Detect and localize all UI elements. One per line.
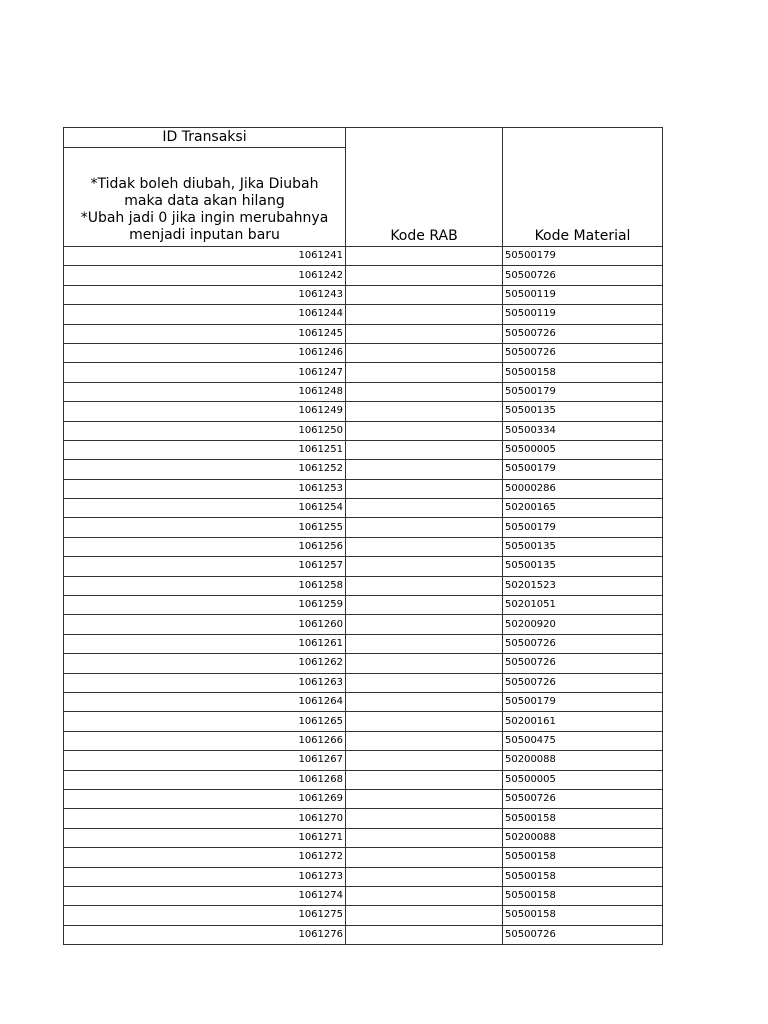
kode-rab-cell[interactable] xyxy=(346,692,503,711)
kode-rab-cell[interactable] xyxy=(346,712,503,731)
table-row xyxy=(64,285,663,304)
kode-rab-cell[interactable] xyxy=(346,673,503,692)
kode-material-cell[interactable]: 50500158 xyxy=(503,906,663,925)
id-transaksi-cell[interactable]: 1061247 xyxy=(64,363,346,382)
id-transaksi-cell[interactable]: 1061264 xyxy=(64,692,346,711)
kode-material-cell[interactable]: 50500135 xyxy=(503,557,663,576)
kode-material-cell[interactable]: 50500179 xyxy=(503,247,663,266)
kode-rab-cell[interactable] xyxy=(346,382,503,401)
table-row xyxy=(64,828,663,847)
note-line: *Ubah jadi 0 jika ingin merubahnya xyxy=(80,210,329,226)
id-transaksi-cell[interactable]: 1061276 xyxy=(64,925,346,944)
id-transaksi-cell[interactable]: 1061254 xyxy=(64,499,346,518)
kode-material-cell[interactable]: 50200165 xyxy=(503,499,663,518)
kode-material-cell[interactable]: 50500158 xyxy=(503,809,663,828)
table-row xyxy=(64,789,663,808)
table-body xyxy=(64,247,663,945)
kode-rab-cell[interactable] xyxy=(346,906,503,925)
kode-rab-cell[interactable] xyxy=(346,596,503,615)
table-row xyxy=(64,537,663,556)
id-transaksi-cell[interactable]: 1061249 xyxy=(64,402,346,421)
id-transaksi-cell[interactable]: 1061267 xyxy=(64,751,346,770)
kode-material-cell[interactable]: 50500135 xyxy=(503,537,663,556)
id-transaksi-cell[interactable]: 1061268 xyxy=(64,770,346,789)
kode-material-cell[interactable]: 50500726 xyxy=(503,343,663,362)
transaction-table xyxy=(63,127,663,945)
kode-material-cell[interactable]: 50500334 xyxy=(503,421,663,440)
kode-material-cell[interactable]: 50500158 xyxy=(503,363,663,382)
id-transaksi-cell[interactable]: 1061273 xyxy=(64,867,346,886)
id-transaksi-cell[interactable]: 1061256 xyxy=(64,537,346,556)
kode-material-cell[interactable]: 50200161 xyxy=(503,712,663,731)
id-transaksi-cell[interactable]: 1061259 xyxy=(64,596,346,615)
table-row xyxy=(64,324,663,343)
id-transaksi-cell[interactable]: 1061248 xyxy=(64,382,346,401)
note-line: menjadi inputan baru xyxy=(129,227,280,243)
note-line: *Tidak boleh diubah, Jika Diubah xyxy=(90,176,319,192)
kode-material-cell[interactable]: 50500005 xyxy=(503,770,663,789)
id-transaksi-cell[interactable]: 1061245 xyxy=(64,324,346,343)
kode-rab-cell[interactable] xyxy=(346,809,503,828)
id-transaksi-cell[interactable]: 1061243 xyxy=(64,285,346,304)
kode-rab-cell[interactable] xyxy=(346,537,503,556)
table-row xyxy=(64,654,663,673)
table-row xyxy=(64,479,663,498)
note-line: maka data akan hilang xyxy=(124,193,285,209)
kode-material-cell[interactable]: 50500179 xyxy=(503,460,663,479)
kode-material-cell[interactable]: 50200088 xyxy=(503,828,663,847)
kode-rab-cell[interactable] xyxy=(346,305,503,324)
id-transaksi-cell[interactable]: 1061263 xyxy=(64,673,346,692)
kode-rab-cell[interactable] xyxy=(346,343,503,362)
table-row xyxy=(64,848,663,867)
kode-rab-cell[interactable] xyxy=(346,576,503,595)
table-row xyxy=(64,576,663,595)
id-transaksi-note xyxy=(64,148,346,247)
id-transaksi-cell[interactable]: 1061255 xyxy=(64,518,346,537)
id-transaksi-cell[interactable]: 1061266 xyxy=(64,731,346,750)
kode-rab-cell[interactable] xyxy=(346,557,503,576)
kode-material-cell[interactable]: 50200088 xyxy=(503,751,663,770)
table-row xyxy=(64,382,663,401)
spreadsheet xyxy=(63,127,662,945)
table-row xyxy=(64,634,663,653)
table-row xyxy=(64,692,663,711)
kode-material-cell[interactable]: 50500158 xyxy=(503,848,663,867)
kode-rab-cell[interactable] xyxy=(346,615,503,634)
table-row xyxy=(64,440,663,459)
id-transaksi-cell[interactable]: 1061270 xyxy=(64,809,346,828)
table-row xyxy=(64,867,663,886)
table-row xyxy=(64,305,663,324)
table-row xyxy=(64,906,663,925)
id-transaksi-cell[interactable]: 1061246 xyxy=(64,343,346,362)
kode-material-header: Kode Material xyxy=(503,128,663,247)
id-transaksi-cell[interactable]: 1061271 xyxy=(64,828,346,847)
table-row xyxy=(64,673,663,692)
table-row xyxy=(64,770,663,789)
kode-rab-cell[interactable] xyxy=(346,440,503,459)
table-row xyxy=(64,402,663,421)
kode-rab-cell[interactable] xyxy=(346,402,503,421)
kode-material-cell[interactable]: 50201051 xyxy=(503,596,663,615)
table-row xyxy=(64,615,663,634)
kode-rab-header: Kode RAB xyxy=(346,128,503,247)
kode-rab-cell[interactable] xyxy=(346,518,503,537)
table-row xyxy=(64,363,663,382)
id-transaksi-cell[interactable]: 1061262 xyxy=(64,654,346,673)
kode-material-cell[interactable]: 50500135 xyxy=(503,402,663,421)
table-row xyxy=(64,499,663,518)
id-transaksi-cell[interactable]: 1061241 xyxy=(64,247,346,266)
table-row xyxy=(64,886,663,905)
kode-material-cell[interactable]: 50500179 xyxy=(503,518,663,537)
kode-rab-cell[interactable] xyxy=(346,731,503,750)
table-row xyxy=(64,596,663,615)
kode-material-cell[interactable]: 50500726 xyxy=(503,654,663,673)
kode-material-cell[interactable]: 50500158 xyxy=(503,886,663,905)
id-transaksi-cell[interactable]: 1061244 xyxy=(64,305,346,324)
table-row xyxy=(64,557,663,576)
kode-material-cell[interactable]: 50500179 xyxy=(503,382,663,401)
kode-material-cell[interactable]: 50500726 xyxy=(503,673,663,692)
kode-material-cell[interactable]: 50500475 xyxy=(503,731,663,750)
kode-rab-cell[interactable] xyxy=(346,886,503,905)
kode-material-cell[interactable]: 50201523 xyxy=(503,576,663,595)
kode-rab-cell[interactable] xyxy=(346,460,503,479)
kode-rab-cell[interactable] xyxy=(346,654,503,673)
kode-rab-cell[interactable] xyxy=(346,266,503,285)
kode-rab-cell[interactable] xyxy=(346,247,503,266)
kode-rab-cell[interactable] xyxy=(346,848,503,867)
kode-material-cell[interactable]: 50500005 xyxy=(503,440,663,459)
kode-rab-cell[interactable] xyxy=(346,634,503,653)
id-transaksi-cell[interactable]: 1061250 xyxy=(64,421,346,440)
id-transaksi-cell[interactable]: 1061265 xyxy=(64,712,346,731)
id-transaksi-cell[interactable]: 1061258 xyxy=(64,576,346,595)
kode-rab-cell[interactable] xyxy=(346,285,503,304)
table-row xyxy=(64,460,663,479)
kode-rab-cell[interactable] xyxy=(346,479,503,498)
id-transaksi-cell[interactable]: 1061275 xyxy=(64,906,346,925)
table-row xyxy=(64,421,663,440)
id-transaksi-cell[interactable]: 1061251 xyxy=(64,440,346,459)
id-transaksi-cell[interactable]: 1061257 xyxy=(64,557,346,576)
kode-rab-cell[interactable] xyxy=(346,770,503,789)
id-transaksi-cell[interactable]: 1061253 xyxy=(64,479,346,498)
kode-rab-cell[interactable] xyxy=(346,789,503,808)
kode-material-cell[interactable]: 50500726 xyxy=(503,789,663,808)
kode-material-cell[interactable]: 50500726 xyxy=(503,925,663,944)
kode-rab-cell[interactable] xyxy=(346,828,503,847)
kode-material-cell[interactable]: 50500158 xyxy=(503,867,663,886)
kode-material-cell[interactable]: 50500179 xyxy=(503,692,663,711)
id-transaksi-cell[interactable]: 1061252 xyxy=(64,460,346,479)
kode-material-cell[interactable]: 50500726 xyxy=(503,324,663,343)
kode-material-cell[interactable]: 50500726 xyxy=(503,266,663,285)
table-row xyxy=(64,266,663,285)
table-row xyxy=(64,712,663,731)
kode-rab-cell[interactable] xyxy=(346,421,503,440)
table-row xyxy=(64,809,663,828)
table-row xyxy=(64,343,663,362)
kode-rab-cell[interactable] xyxy=(346,925,503,944)
kode-rab-cell[interactable] xyxy=(346,499,503,518)
table-row xyxy=(64,518,663,537)
kode-rab-cell[interactable] xyxy=(346,363,503,382)
id-transaksi-cell[interactable]: 1061260 xyxy=(64,615,346,634)
kode-rab-cell[interactable] xyxy=(346,867,503,886)
kode-material-cell[interactable]: 50500726 xyxy=(503,634,663,653)
table-row xyxy=(64,925,663,944)
id-transaksi-cell[interactable]: 1061261 xyxy=(64,634,346,653)
id-transaksi-cell[interactable]: 1061269 xyxy=(64,789,346,808)
kode-rab-cell[interactable] xyxy=(346,324,503,343)
table-row xyxy=(64,751,663,770)
kode-material-cell[interactable]: 50500119 xyxy=(503,285,663,304)
kode-material-cell[interactable]: 50500119 xyxy=(503,305,663,324)
table-row xyxy=(64,731,663,750)
kode-rab-cell[interactable] xyxy=(346,751,503,770)
id-transaksi-cell[interactable]: 1061274 xyxy=(64,886,346,905)
id-transaksi-header: ID Transaksi xyxy=(64,128,346,148)
kode-material-cell[interactable]: 50000286 xyxy=(503,479,663,498)
table-row xyxy=(64,247,663,266)
id-transaksi-cell[interactable]: 1061272 xyxy=(64,848,346,867)
id-transaksi-cell[interactable]: 1061242 xyxy=(64,266,346,285)
kode-material-cell[interactable]: 50200920 xyxy=(503,615,663,634)
